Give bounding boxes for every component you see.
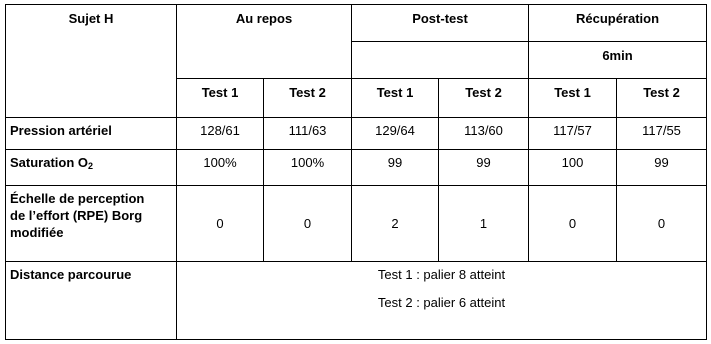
- test-header-recovery-2: Test 2: [617, 79, 707, 118]
- table-row: [6, 118, 707, 150]
- table-row: [6, 262, 707, 340]
- test-header-rest-2: Test 2: [264, 79, 352, 118]
- table-cell: 100: [529, 150, 617, 186]
- table-cell: 117/57: [529, 118, 617, 150]
- group-header-rest: Au repos: [177, 5, 352, 79]
- distance-line-test-2: Test 2 : palier 6 atteint: [377, 295, 506, 310]
- saturation-label-text: Saturation O: [10, 155, 89, 170]
- table-cell: 100%: [264, 150, 352, 186]
- table-row: [6, 186, 707, 262]
- table-cell: 117/55: [617, 118, 707, 150]
- table-cell: 99: [439, 150, 529, 186]
- table-cell: 99: [352, 150, 439, 186]
- table-cell: 0: [177, 186, 264, 262]
- group-header-post-test: Post-test: [352, 5, 529, 42]
- test-header-rest-1: Test 1: [177, 79, 264, 118]
- table-cell: 111/63: [264, 118, 352, 150]
- test-header-post-1: Test 1: [352, 79, 439, 118]
- table-cell: 0: [264, 186, 352, 262]
- table-cell: 100%: [177, 150, 264, 186]
- recovery-time-label: 6min: [529, 42, 707, 79]
- test-header-post-2: Test 2: [439, 79, 529, 118]
- table-row: [6, 150, 707, 186]
- test-header-recovery-1: Test 1: [529, 79, 617, 118]
- distance-line-test-1: Test 1 : palier 8 atteint: [377, 267, 506, 282]
- row-label-rpe: [6, 186, 177, 262]
- table-cell: 128/61: [177, 118, 264, 150]
- table-cell: 2: [352, 186, 439, 262]
- table-cell: 1: [439, 186, 529, 262]
- saturation-label-subscript: 2: [88, 161, 94, 171]
- row-label-distance: Distance parcourue: [6, 262, 177, 340]
- post-test-subheader-empty: [352, 42, 529, 79]
- table-cell: 113/60: [439, 118, 529, 150]
- row-label-saturation: [6, 150, 177, 186]
- rpe-label-line-2: de l’effort (RPE) Borg: [10, 208, 143, 223]
- rpe-label-line-3: modifiée: [10, 225, 64, 240]
- table-cell: 0: [617, 186, 707, 262]
- row-label-pressure: Pression artériel: [6, 118, 177, 150]
- table-cell: 0: [529, 186, 617, 262]
- subject-header: Sujet H: [6, 5, 177, 118]
- group-header-recovery: Récupération: [529, 5, 707, 42]
- rpe-label-line-1: Échelle de perception: [10, 191, 145, 206]
- table-cell: 129/64: [352, 118, 439, 150]
- distance-result: [177, 262, 707, 340]
- table-cell: 99: [617, 150, 707, 186]
- results-table: [5, 4, 707, 340]
